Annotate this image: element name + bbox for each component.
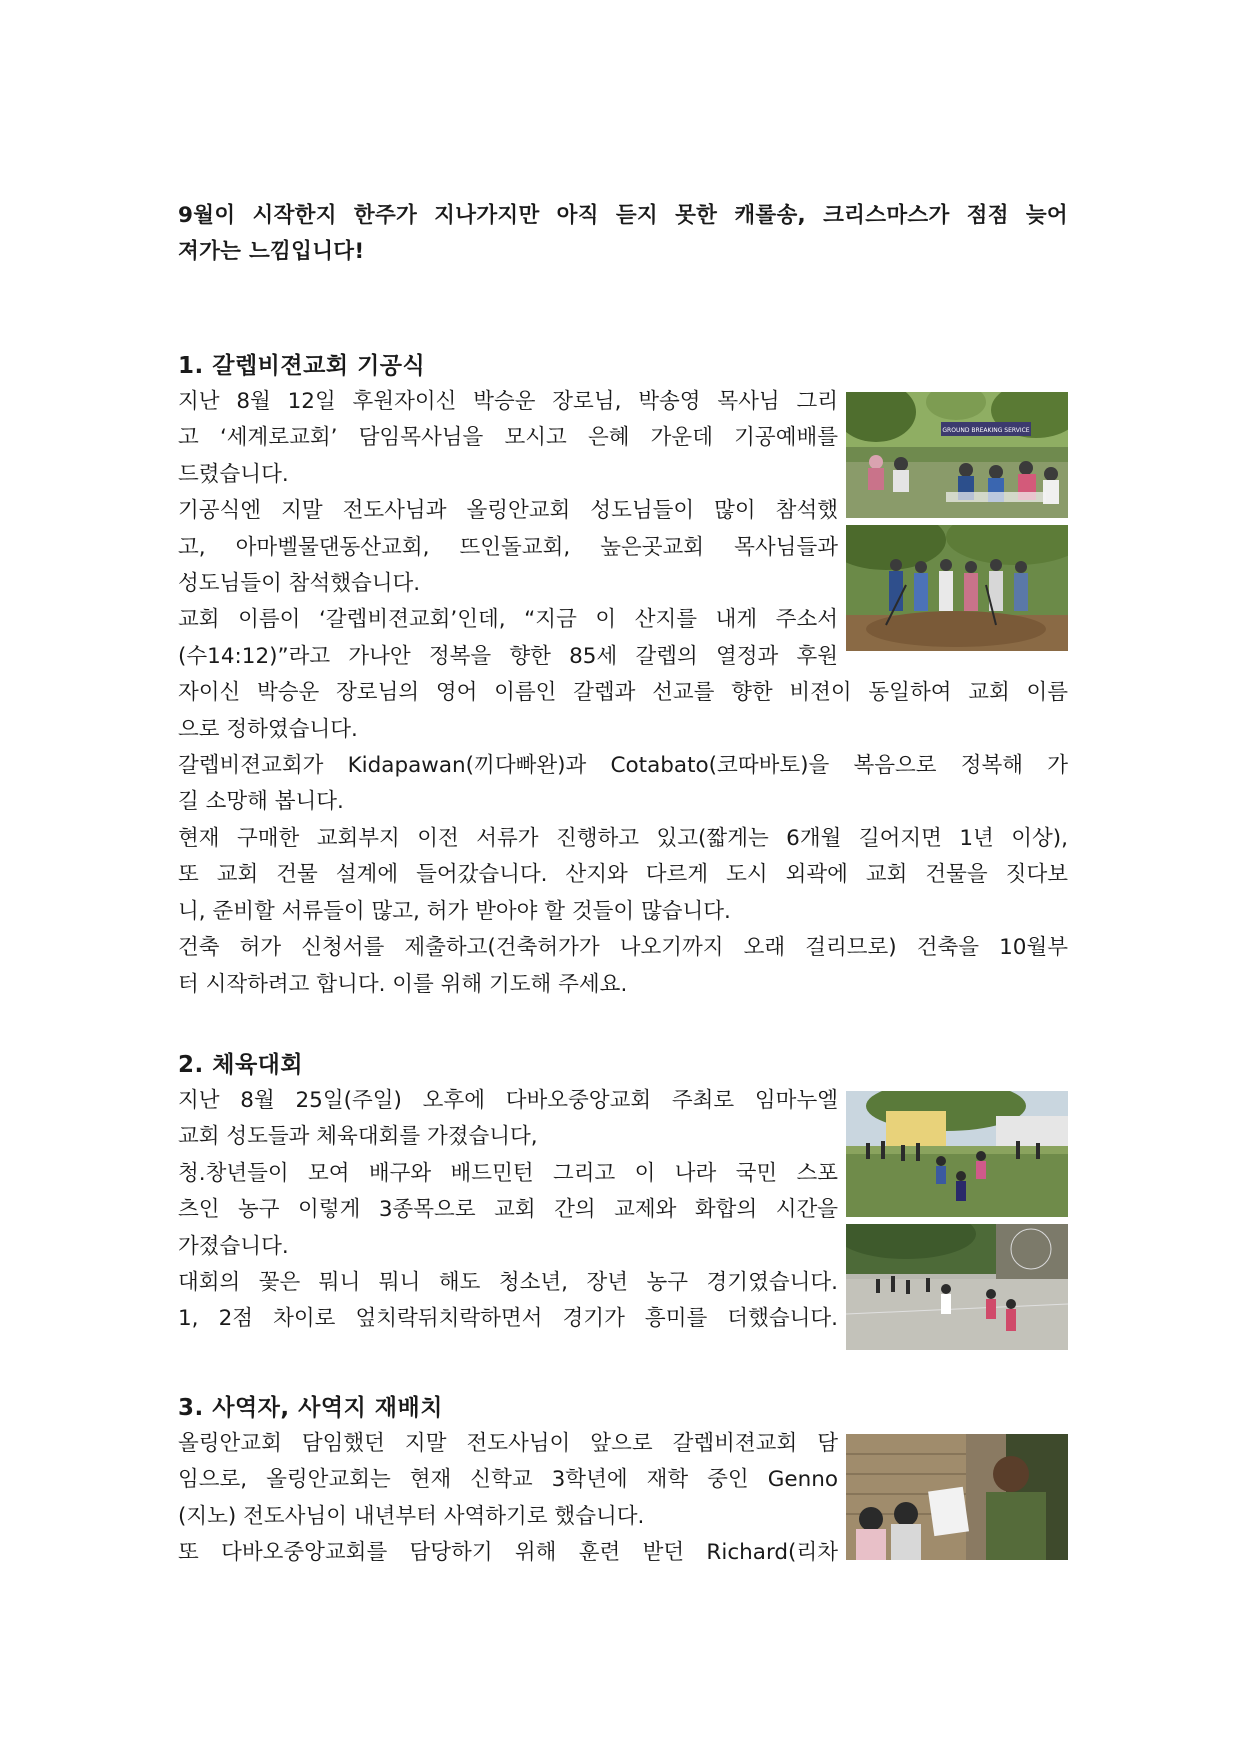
text-line: 길 소망해 봅니다.: [178, 789, 344, 815]
text-line: 고, 아마벨물댄동산교회, 뜨인돌교회, 높은곳교회 목사님들과: [178, 534, 838, 560]
text-line: 임으로, 올링안교회는 현재 신학교 3학년에 재학 중인 Genno: [178, 1467, 838, 1493]
text-line: 청.창년들이 모여 배구와 배드민턴 그리고 이 나라 국민 스포: [178, 1160, 838, 1186]
intro-line-1: 9월이 시작한지 한주가 지나가지만 아직 듣지 못한 캐롤송, 크리스마스가 점점 늦어: [178, 203, 1068, 228]
text-line: 츠인 농구 이렇게 3종목으로 교회 간의 교제와 화합의 시간을: [178, 1197, 838, 1223]
text-line: 갈렙비젼교회가 Kidapawan(끼다빠완)과 Cotabato(코따바토)을 복음으로 정복해 가: [178, 753, 1068, 779]
outdoor-game-photo: [846, 1091, 1068, 1217]
intro-line-2: 져가는 느낌입니다!: [178, 239, 365, 264]
basketball-game-photo: [846, 1224, 1068, 1350]
ministry-children-photo: [846, 1434, 1068, 1560]
text-line: 지난 8월 12일 후원자이신 박승운 장로님, 박송영 목사님 그리: [178, 389, 838, 414]
text-line: 교회 성도들과 체육대회를 가졌습니다,: [178, 1124, 538, 1150]
text-line: 올링안교회 담임했던 지말 전도사님이 앞으로 갈렙비젼교회 담: [178, 1431, 838, 1456]
text-line: 자이신 박승운 장로님의 영어 이름인 갈렙과 선교를 향한 비젼이 동일하여 교회 이름: [178, 680, 1068, 706]
text-line: 건축 허가 신청서를 제출하고(건축허가가 나오기까지 오래 걸리므로) 건축을 10월부: [178, 935, 1068, 961]
text-line: 교회 이름이 ‘갈렙비젼교회’인데, “지금 이 산지를 내게 주소서: [178, 607, 838, 633]
text-line: 고 ‘세계로교회’ 담임목사님을 모시고 은혜 가운데 기공예배를: [178, 425, 838, 451]
text-line: 지난 8월 25일(주일) 오후에 다바오중앙교회 주최로 임마누엘: [178, 1088, 838, 1113]
text-line: (지노) 전도사님이 내년부터 사역하기로 했습니다.: [178, 1503, 645, 1529]
text-line: 드렸습니다.: [178, 461, 289, 487]
section-groundbreaking: [178, 348, 1068, 1003]
section-heading: 3. 사역자, 사역지 재배치: [178, 1395, 443, 1421]
text-line: 으로 정하였습니다.: [178, 716, 358, 742]
text-line: 가졌습니다.: [178, 1233, 289, 1259]
text-line: 또 다바오중앙교회를 담당하기 위해 훈련 받던 Richard(리차: [178, 1540, 838, 1566]
groundbreaking-service-photo: [846, 392, 1068, 518]
ground-digging-photo: [846, 525, 1068, 651]
text-line: 터 시작하려고 합니다. 이를 위해 기도해 주세요.: [178, 971, 628, 997]
text-line: 성도님들이 참석했습니다.: [178, 571, 421, 597]
text-line: 기공식엔 지말 전도사님과 올링안교회 성도님들이 많이 참석했: [178, 498, 838, 524]
text-line: 또 교회 건물 설계에 들어갔습니다. 산지와 다르게 도시 외곽에 교회 건물을 짓다보: [178, 862, 1068, 888]
text-line: (수14:12)”라고 가나안 정복을 향한 85세 갈렙의 열정과 후원: [178, 643, 838, 669]
banner-text: GROUND BREAKING SERVICE: [942, 427, 1030, 434]
section-sports-day: [178, 1047, 1068, 1338]
intro-paragraph: [178, 198, 1068, 270]
text-line: 니, 준비할 서류들이 많고, 허가 받아야 할 것들이 많습니다.: [178, 898, 731, 924]
section-reassignment: [178, 1390, 1068, 1572]
text-line: 대회의 꽃은 뭐니 뭐니 해도 청소년, 장년 농구 경기였습니다.: [178, 1270, 838, 1296]
text-line: 현재 구매한 교회부지 이전 서류가 진행하고 있고(짧게는 6개월 길어지면 1년 이상),: [178, 825, 1068, 851]
section-heading: 1. 갈렙비젼교회 기공식: [178, 353, 426, 379]
section-heading: 2. 체육대회: [178, 1052, 304, 1078]
text-line: 1, 2점 차이로 엎치락뒤치락하면서 경기가 흥미를 더했습니다.: [178, 1306, 838, 1332]
